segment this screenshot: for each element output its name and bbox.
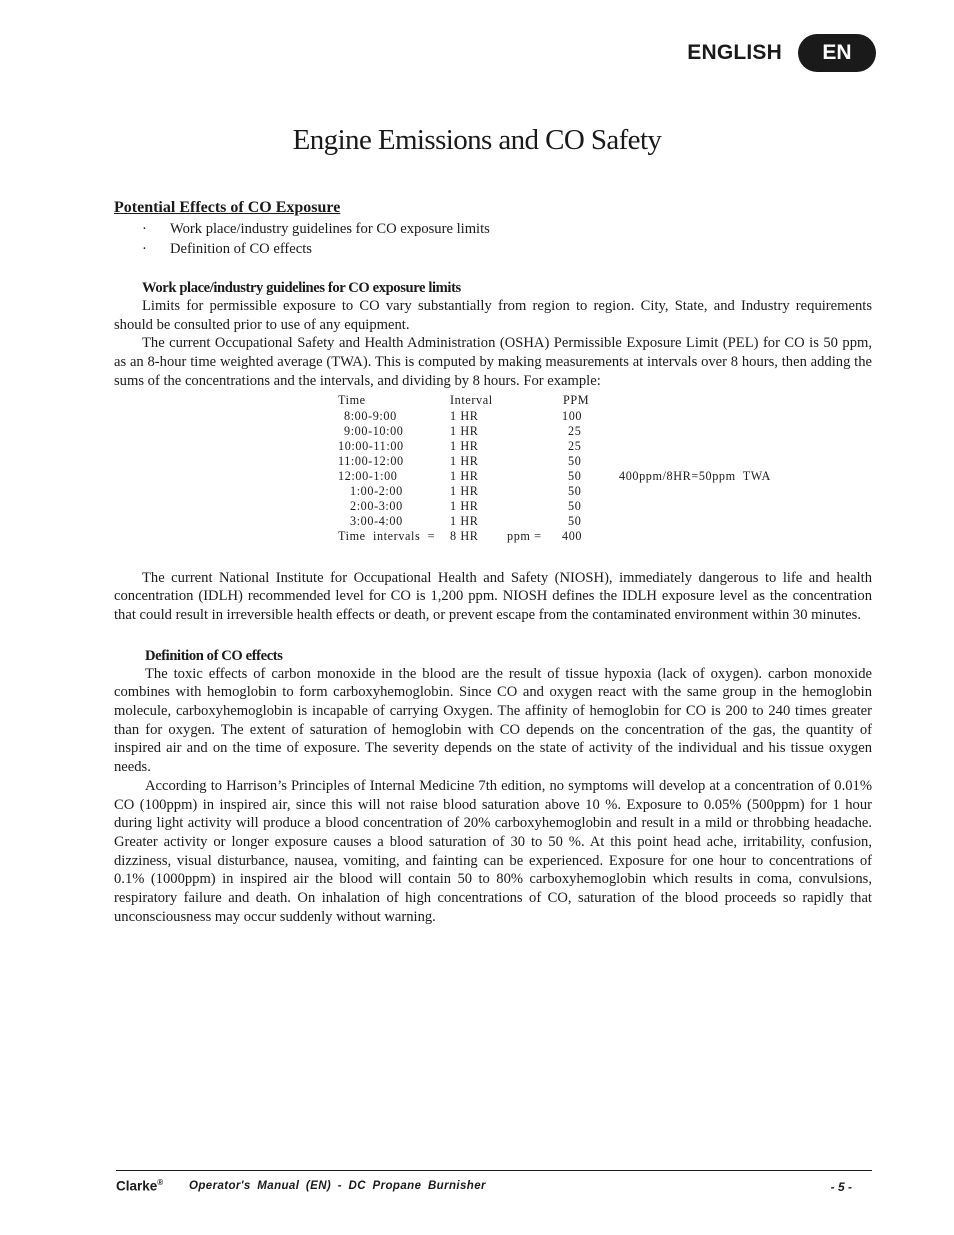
brand-name: [116, 1178, 163, 1194]
cell-time: 1:00-2:00: [350, 483, 403, 498]
cell-ppm: 50: [568, 498, 582, 513]
table-row: [114, 424, 872, 439]
topic-text: Work place/industry guidelines for CO exposure limits: [170, 221, 490, 237]
column-header-interval: Interval: [450, 392, 493, 407]
column-header-time: Time: [338, 392, 366, 407]
table-header-row: [114, 393, 872, 408]
guidelines-heading: Work place/industry guidelines for CO exposure limits: [142, 280, 461, 296]
language-label: ENGLISH: [687, 41, 782, 64]
cell-time: 3:00-4:00: [350, 513, 403, 528]
table-row: [114, 484, 872, 499]
brand-text: Clarke: [116, 1178, 158, 1194]
manual-title: Operator's Manual (EN) - DC Propane Burnisher: [189, 1180, 486, 1192]
page-number: - 5 -: [830, 1180, 852, 1194]
niosh-paragraph: The current National Institute for Occupational Health and Safety (NIOSH), immediately dangerous to life and health concentration (IDLH) recommended level for CO is 1,200 ppm. NIOSH defines the IDLH exposure level as the concentration that could result in irreversible health effects or death, or prevent escape from the contaminated environment within 30 minutes.: [114, 569, 872, 623]
footer-divider: [116, 1170, 872, 1171]
page-footer: [116, 1178, 872, 1196]
table-row: [114, 514, 872, 529]
topic-item: [114, 240, 872, 260]
table-total-row: [114, 529, 872, 544]
definition-heading: Definition of CO effects: [145, 647, 283, 664]
cell-interval: 1 HR: [450, 468, 479, 483]
osha-paragraph: The current Occupational Safety and Health Administration (OSHA) Permissible Exposure Limit (PEL) for CO is 50 ppm, as an 8-hour time weighted average (TWA). This is computed by making measurements at intervals over 8 hours, then adding the sums of the concentrations and the intervals, and dividing by 8 hours. For example:: [114, 335, 872, 389]
total-label: Time intervals =: [338, 528, 436, 543]
bullet-marker: ·: [142, 240, 147, 257]
table-row: [114, 499, 872, 514]
cell-ppm: 25: [568, 438, 582, 453]
language-indicator: [687, 34, 876, 72]
cell-interval: 1 HR: [450, 453, 479, 468]
harrison-paragraph: According to Harrison’s Principles of Internal Medicine 7th edition, no symptoms will develop at a concentration of 0.01% CO (100ppm) in inspired air, since this will not raise blood saturation above 10 %. Exposure to 0.05% (500ppm) for 1 hour during light activity will produce a blood concentration of 20% carboxyhemoglobin and result in a mild or throbbing headache. Greater activity or longer exposure causes a blood saturation of 30 to 50 %. At this point head ache, irritability, confusion, dizziness, visual disturbance, nausea, vomiting, and fainting can be experienced. Exposure for one hour to concentrations of 0.1% (1000ppm) in inspired air the blood will contain 50 to 80% carboxyhemoglobin which results in coma, convulsions, respiratory failure and death. On inhalation of high concentrations of CO, saturation of the blood proceeds so rapidly that unconsciousness may occur suddenly without warning.: [114, 777, 872, 925]
total-ppm-label: ppm =: [507, 528, 542, 543]
bullet-marker: ·: [142, 221, 147, 237]
cell-ppm: 50: [568, 453, 582, 468]
language-badge: EN: [798, 34, 876, 72]
topic-item: [114, 220, 872, 240]
cell-time: 8:00-9:00: [344, 408, 397, 423]
registered-mark: ®: [157, 1178, 164, 1187]
total-interval: 8 HR: [450, 528, 479, 543]
definition-paragraph: The toxic effects of carbon monoxide in the blood are the result of tissue hypoxia (lack of oxygen). carbon monoxide combines with hemoglobin to form carboxyhemoglobin. Since CO and oxygen react with the same group in the hemoglobin molecule, carboxyhemoglobin is incapable of carrying Oxygen. The affinity of hemoglobin for CO is 200 to 240 times greater than for oxygen. The extent of saturation of hemoglobin with CO depends on the concentration of the gas, the quantity of inspired air and on the time of exposure. The severity depends on the state of activity of the individual and his tissue oxygen needs.: [114, 665, 872, 776]
twa-calculation-note: 400ppm/8HR=50ppm TWA: [619, 468, 771, 483]
cell-time: 10:00-11:00: [338, 438, 404, 453]
cell-interval: 1 HR: [450, 423, 479, 438]
cell-interval: 1 HR: [450, 438, 479, 453]
twa-example-table: [114, 393, 872, 559]
cell-interval: 1 HR: [450, 498, 479, 513]
cell-time: 2:00-3:00: [350, 498, 403, 513]
cell-time: 11:00-12:00: [338, 453, 404, 468]
cell-interval: 1 HR: [450, 408, 479, 423]
cell-ppm: 25: [568, 423, 582, 438]
page-title: Engine Emissions and CO Safety: [292, 124, 662, 156]
topic-text: Definition of CO effects: [170, 240, 312, 257]
cell-interval: 1 HR: [450, 513, 479, 528]
section-heading: Potential Effects of CO Exposure: [114, 199, 341, 216]
cell-time: 9:00-10:00: [344, 423, 404, 438]
column-header-ppm: PPM: [563, 392, 590, 407]
total-ppm: 400: [562, 528, 583, 543]
cell-interval: 1 HR: [450, 483, 479, 498]
table-row: [114, 409, 872, 424]
cell-ppm: 100: [562, 408, 583, 423]
cell-time: 12:00-1:00: [338, 468, 398, 483]
guidelines-paragraph: Limits for permissible exposure to CO vary substantially from region to region. City, State, and Industry requirements should be consulted prior to use of any equipment.: [114, 298, 872, 333]
table-row: [114, 469, 872, 484]
table-row: [114, 439, 872, 454]
table-row: [114, 454, 872, 469]
cell-ppm: 50: [568, 513, 582, 528]
main-content: [114, 198, 872, 926]
cell-ppm: 50: [568, 468, 582, 483]
cell-ppm: 50: [568, 483, 582, 498]
topic-list: [114, 220, 872, 259]
